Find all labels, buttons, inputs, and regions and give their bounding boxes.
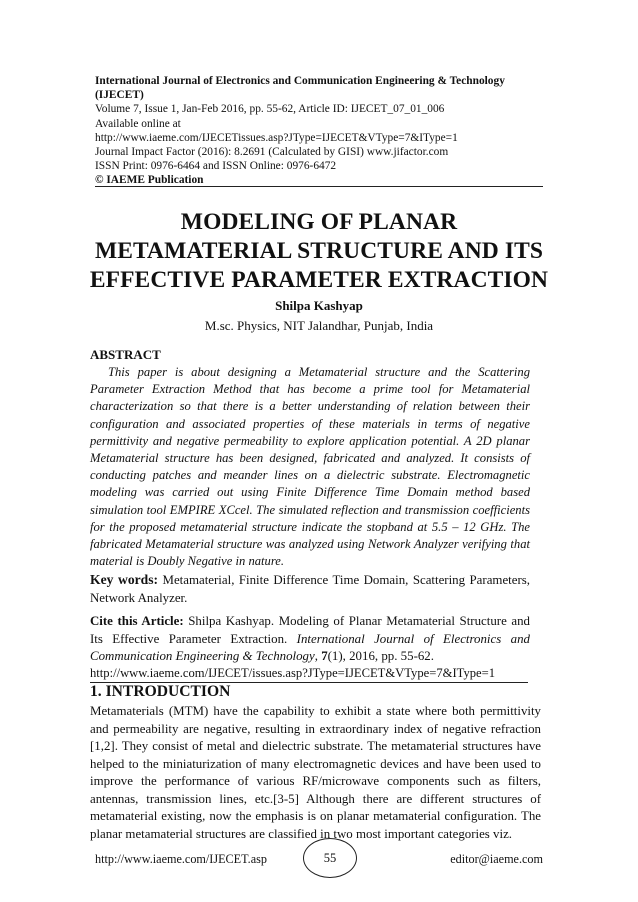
cite-text: Shilpa Kashyap. Modeling of Planar Metamaterial Structure and Its Effective Parameter Extraction. xyxy=(90,614,530,646)
keywords-text: Metamaterial, Finite Difference Time Domain, Scattering Parameters, Network Analyzer. xyxy=(90,573,530,605)
keywords-label: Key words: xyxy=(90,572,159,587)
cite-pages: (1), 2016, pp. 55-62. xyxy=(327,649,434,663)
introduction-text: Metamaterials (MTM) have the capability to exhibit a state where both permittivity and permeability are negative, resulting in extraordinary index of negative refraction [1,2]. They consist of metal and dielectric substrate. The metamaterial structures have helped to the miniaturization of many electromagnetic devices and have been used to improve the performance of various RF/microwave components such as filters, antennas, transmission lines, etc.[3-5] Although there are different structures of metamaterial existing, now the emphasis is on planar metamaterial configuration. The planar metamaterial structures are classified in two most important categories viz. xyxy=(90,704,541,841)
journal-name: International Journal of Electronics and Communication Engineering & Technology (IJECET) xyxy=(95,75,505,102)
available-online: Available online at xyxy=(95,117,181,130)
footer-url-link[interactable]: http://www.iaeme.com/IJECET.asp xyxy=(95,852,267,866)
citation xyxy=(90,613,530,666)
cite-url-link[interactable]: http://www.iaeme.com/IJECET/issues.asp?JType=IJECET&VType=7&IType=1 xyxy=(90,666,496,680)
abstract-heading: ABSTRACT xyxy=(90,347,161,362)
footer-email-link[interactable]: editor@iaeme.com xyxy=(450,852,543,866)
journal-issue-url[interactable]: http://www.iaeme.com/IJECETissues.asp?JType=IJECET&VType=7&IType=1 xyxy=(95,131,458,144)
abstract-text: This paper is about designing a Metamaterial structure and the Scattering Parameter Extraction Method that has become a prime tool for Metamaterial characterization so that there is a better understanding of relation between their configuration and associated properties of these materials in terms of negative permittivity and negative permeability to explore application potential. A 2D planar Metamaterial structure has been designed, fabricated and analyzed. It consists of conducting patches and meander lines on a dielectric substrate. Electromagnetic modeling was carried out using Finite Difference Time Domain method based simulation tool EMPIRE XCcel. The simulated reflection and transmission coefficients for the proposed metamaterial structure indicate the stopband at 5.5 – 12 GHz. The fabricated Metamaterial structure was analyzed using Network Analyzer verifying that material is Doubly Negative in nature. xyxy=(90,365,530,569)
author-name: Shilpa Kashyap xyxy=(275,298,363,313)
paper-title: MODELING OF PLANAR METAMATERIAL STRUCTURE AND ITS EFFECTIVE PARAMETER EXTRACTION xyxy=(89,209,549,293)
cite-sep: , xyxy=(314,649,322,663)
page-number-text: 55 xyxy=(323,850,337,865)
section-heading-introduction: 1. INTRODUCTION xyxy=(90,683,231,700)
volume-info: Volume 7, Issue 1, Jan-Feb 2016, pp. 55-62, Article ID: IJECET_07_01_006 xyxy=(95,103,445,116)
cite-journal: International Journal of Electronics and Communication Engineering & Technology xyxy=(90,631,530,663)
cite-volume: 7 xyxy=(321,649,328,663)
keywords xyxy=(90,571,530,607)
author-affiliation: M.sc. Physics, NIT Jalandhar, Punjab, India xyxy=(204,318,434,333)
issn-info: ISSN Print: 0976-6464 and ISSN Online: 0976-6472 xyxy=(95,160,337,173)
page-number xyxy=(303,838,357,878)
copyright: © IAEME Publication xyxy=(95,174,204,187)
header-divider xyxy=(95,186,543,187)
impact-factor: Journal Impact Factor (2016): 8.2691 (Calculated by GISI) www.jifactor.com xyxy=(95,146,449,159)
journal-header xyxy=(95,74,542,188)
cite-label: Cite this Article: xyxy=(90,614,184,628)
